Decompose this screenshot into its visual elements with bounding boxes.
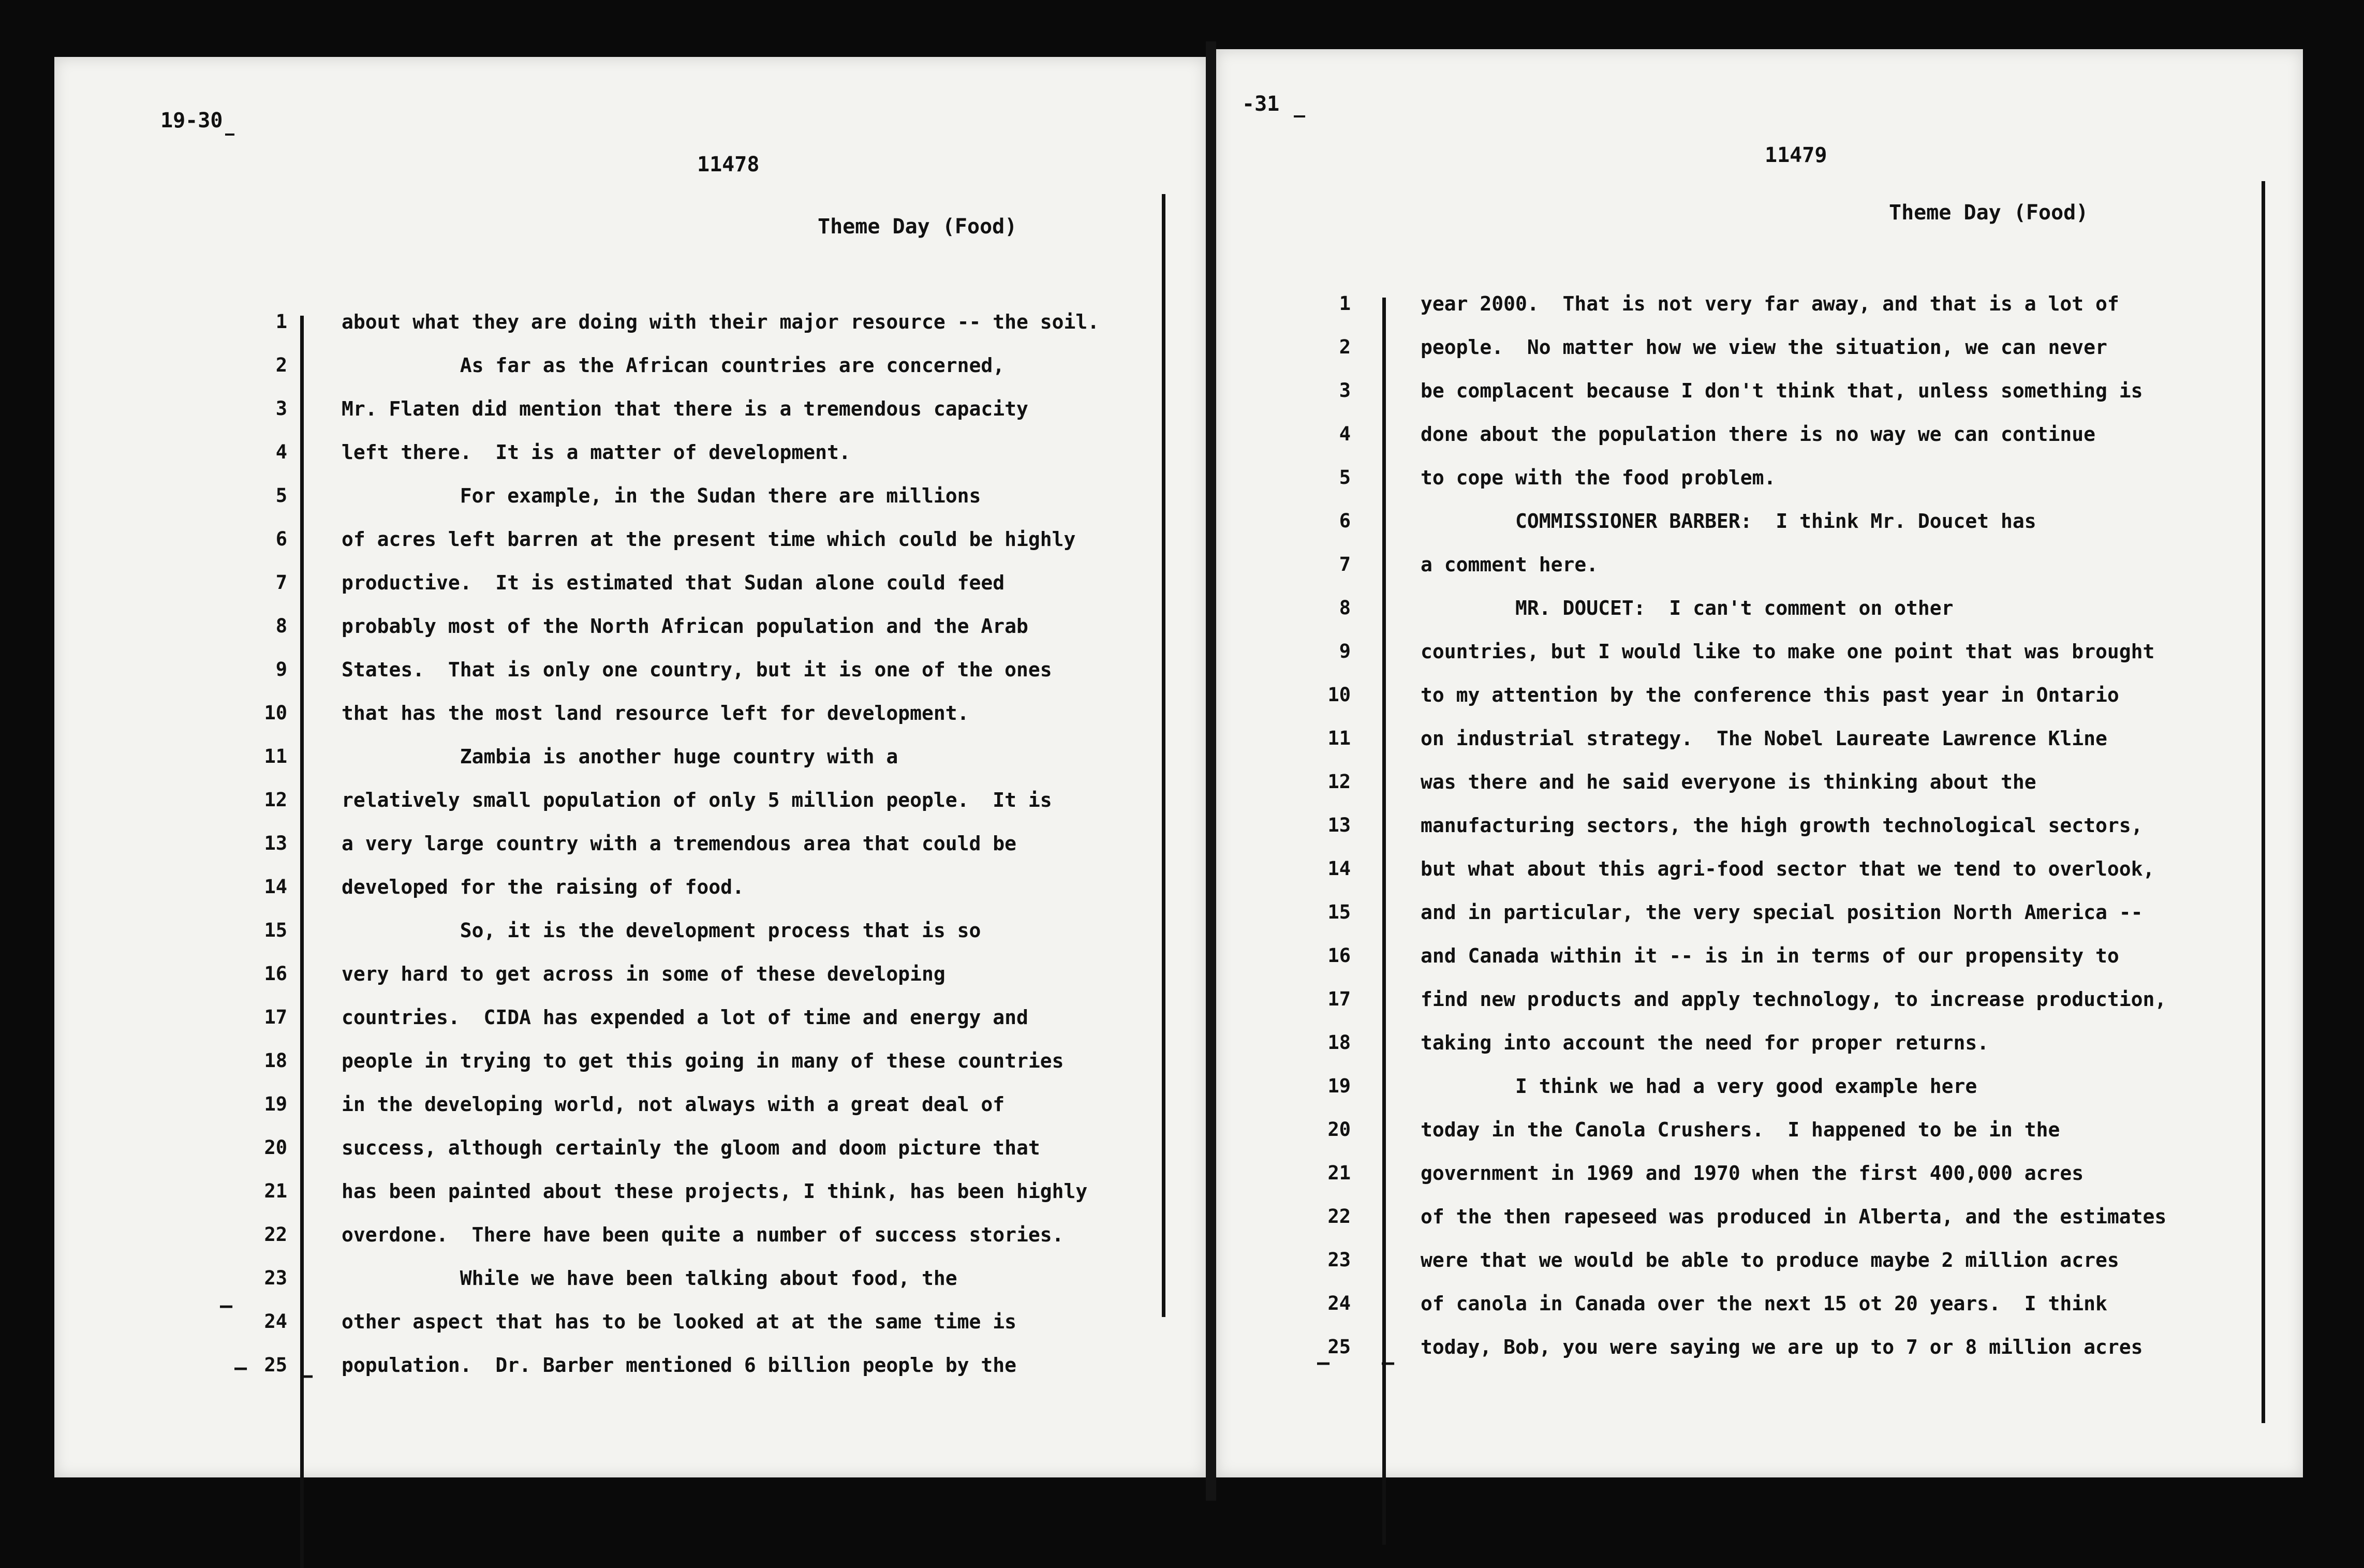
line-number: 15 [1327,901,1351,923]
page-number: 11479 [1765,143,1827,167]
line-number: 8 [1339,597,1351,619]
line-number: 20 [1327,1118,1351,1141]
corner-mark [225,134,234,136]
line-number: 11 [1327,727,1351,749]
transcript-line: Mr. Flaten did mention that there is a tremendous capacity [342,397,1028,420]
corner-mark [1294,115,1305,117]
line-number: 7 [1339,553,1351,575]
transcript-line: has been painted about these projects, I think, has been highly [342,1180,1088,1203]
transcript-line: people. No matter how we view the situation, we can never [1421,336,2107,359]
transcript-line: I think we had a very good example here [1421,1075,1977,1098]
transcript-line: of acres left barren at the present time which could be highly [342,528,1076,551]
line-number: 3 [1339,379,1351,402]
transcript-line: success, although certainly the gloom and doom picture that [342,1136,1040,1159]
transcript-line: about what they are doing with their major resource -- the soil. [342,310,1100,333]
line-number: 19 [264,1093,287,1115]
line-number: 15 [264,919,287,941]
right-margin-rule [2262,181,2265,1423]
line-number: 23 [264,1267,287,1289]
transcript-line: So, it is the development process that is so [342,919,981,942]
line-number: 25 [264,1354,287,1376]
line-number: 11 [264,745,287,767]
line-number: 12 [1327,771,1351,793]
transcript-line: overdone. There have been quite a number of success stories. [342,1223,1064,1246]
corner-label: -31 [1242,92,1280,116]
page-header-title: Theme Day (Food) [818,215,1017,239]
line-number: 21 [264,1180,287,1202]
line-tick-mark: — [300,1364,313,1387]
corner-label: 19-30 [160,109,223,132]
transcript-line: manufacturing sectors, the high growth technological sectors, [1421,814,2143,837]
line-number: 2 [275,354,287,376]
transcript-line: left there. It is a matter of development. [342,441,851,464]
transcript-line: of canola in Canada over the next 15 ot 20 years. I think [1421,1292,2107,1315]
line-number: 16 [264,963,287,985]
transcript-line: countries, but I would like to make one point that was brought [1421,640,2155,663]
transcript-line: MR. DOUCET: I can't comment on other [1421,597,1954,619]
line-number: 4 [1339,423,1351,445]
line-number: 17 [264,1006,287,1028]
transcript-line: were that we would be able to produce maybe 2 million acres [1421,1249,2119,1271]
line-number: 8 [275,615,287,637]
line-number: 14 [1327,857,1351,880]
line-number: 23 [1327,1249,1351,1271]
transcript-line: but what about this agri-food sector that we tend to overlook, [1421,857,2155,880]
line-number: 10 [1327,684,1351,706]
line-number: 24 [264,1310,287,1333]
transcript-line: taking into account the need for proper returns. [1421,1031,1989,1054]
line-number: 14 [264,876,287,898]
binding-gutter [1206,41,1216,1501]
transcript-page-right [1216,49,2303,1477]
transcript-line: to cope with the food problem. [1421,466,1776,489]
transcript-line: on industrial strategy. The Nobel Laureate Lawrence Kline [1421,727,2107,750]
line-number: 22 [1327,1205,1351,1227]
page-number: 11478 [697,153,760,176]
transcript-line: States. That is only one country, but it is one of the ones [342,658,1052,681]
line-number: 9 [1339,640,1351,662]
transcript-page-left [54,57,1206,1477]
transcript-line: As far as the African countries are concerned, [342,354,1005,377]
transcript-line: people in trying to get this going in many of these countries [342,1049,1064,1072]
transcript-line: done about the population there is no way we can continue [1421,423,2096,446]
line-number: 20 [264,1136,287,1159]
transcript-line: other aspect that has to be looked at at the same time is [342,1310,1017,1333]
line-number: 13 [1327,814,1351,836]
transcript-line: today, Bob, you were saying we are up to 7 or 8 million acres [1421,1336,2143,1358]
line-number: 6 [275,528,287,550]
line-tick-mark: — [1317,1351,1330,1374]
transcript-line: population. Dr. Barber mentioned 6 billion people by the [342,1354,1017,1377]
transcript-line: that has the most land resource left for development. [342,702,969,724]
line-number: 7 [275,571,287,594]
transcript-line: be complacent because I don't think that, unless something is [1421,379,2143,402]
transcript-line: was there and he said everyone is thinking about the [1421,771,2036,793]
transcript-line: very hard to get across in some of these developing [342,963,945,985]
line-number: 3 [275,397,287,420]
line-number: 13 [264,832,287,854]
transcript-line: probably most of the North African population and the Arab [342,615,1028,638]
line-number: 19 [1327,1075,1351,1097]
line-number: 24 [1327,1292,1351,1314]
line-number: 10 [264,702,287,724]
line-number: 18 [1327,1031,1351,1054]
line-number: 4 [275,441,287,463]
line-number: 16 [1327,944,1351,967]
transcript-line: COMMISSIONER BARBER: I think Mr. Doucet has [1421,510,2036,532]
page-header-title: Theme Day (Food) [1889,201,2089,225]
transcript-line: today in the Canola Crushers. I happened to be in the [1421,1118,2060,1141]
line-tick-mark: — [234,1356,247,1380]
transcript-line: productive. It is estimated that Sudan alone could feed [342,571,1005,594]
transcript-line: government in 1969 and 1970 when the first 400,000 acres [1421,1162,2084,1185]
transcript-line: countries. CIDA has expended a lot of time and energy and [342,1006,1028,1029]
line-number: 6 [1339,510,1351,532]
line-number: 12 [264,789,287,811]
line-number: 21 [1327,1162,1351,1184]
transcript-line: and Canada within it -- is in in terms of our propensity to [1421,944,2119,967]
line-number: 25 [1327,1336,1351,1358]
line-number: 2 [1339,336,1351,358]
transcript-line: a comment here. [1421,553,1599,576]
transcript-line: developed for the raising of food. [342,876,744,898]
line-number: 18 [264,1049,287,1072]
right-margin-rule [1162,194,1165,1317]
line-number: 9 [275,658,287,681]
line-tick-mark: — [1382,1351,1395,1374]
transcript-line: of the then rapeseed was produced in Alberta, and the estimates [1421,1205,2167,1228]
line-number: 1 [1339,292,1351,315]
line-number: 5 [1339,466,1351,489]
transcript-line: a very large country with a tremendous area that could be [342,832,1017,855]
transcript-line: While we have been talking about food, the [342,1267,957,1290]
transcript-line: Zambia is another huge country with a [342,745,898,768]
transcript-line: to my attention by the conference this past year in Ontario [1421,684,2119,706]
line-number: 22 [264,1223,287,1246]
line-number: 1 [275,310,287,333]
transcript-line: find new products and apply technology, to increase production, [1421,988,2167,1011]
transcript-line: in the developing world, not always with a great deal of [342,1093,1005,1116]
transcript-line: year 2000. That is not very far away, and that is a lot of [1421,292,2119,315]
line-tick-mark: — [220,1294,233,1318]
transcript-line: For example, in the Sudan there are millions [342,484,981,507]
transcript-line: and in particular, the very special position North America -- [1421,901,2143,924]
transcript-line: relatively small population of only 5 million people. It is [342,789,1052,811]
line-number: 5 [275,484,287,507]
line-number: 17 [1327,988,1351,1010]
